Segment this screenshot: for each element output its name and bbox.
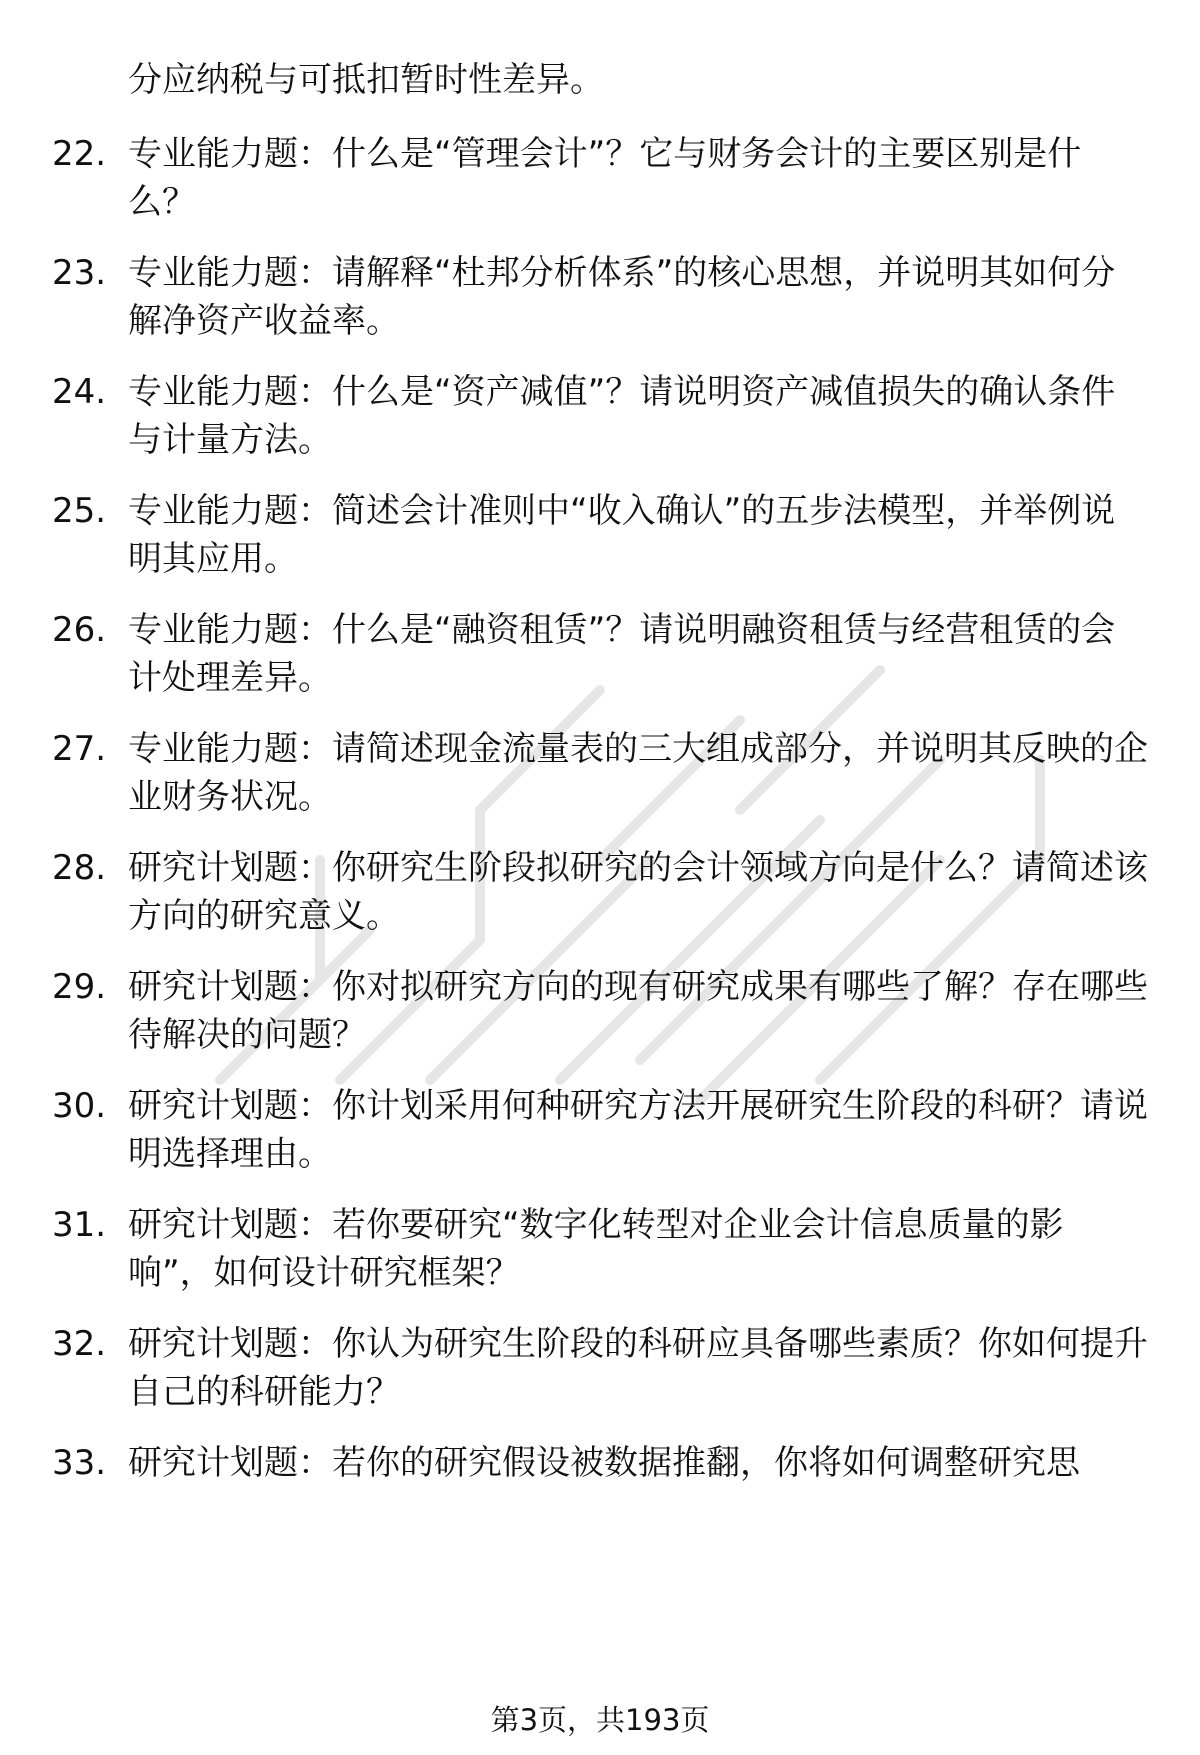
question-text: 专业能力题：什么是“融资租赁”？请说明融资租赁与经营租赁的会计处理差异。 xyxy=(128,610,1116,698)
question-number: 30. xyxy=(52,1086,107,1126)
question-item xyxy=(52,130,1148,226)
page-footer: 第3页，共193页 xyxy=(490,1703,710,1737)
question-number: 24. xyxy=(52,372,107,412)
question-number: 29. xyxy=(52,967,107,1007)
question-number: 31. xyxy=(52,1205,107,1245)
question-number: 27. xyxy=(52,729,107,769)
question-text: 研究计划题：你计划采用何种研究方法开展研究生阶段的科研？请说明选择理由。 xyxy=(128,1086,1148,1174)
question-text: 专业能力题：请简述现金流量表的三大组成部分，并说明其反映的企业财务状况。 xyxy=(128,729,1148,817)
question-text: 研究计划题：你认为研究生阶段的科研应具备哪些素质？你如何提升自己的科研能力？ xyxy=(128,1324,1148,1412)
question-number: 23. xyxy=(52,253,107,293)
question-item xyxy=(52,844,1148,940)
question-number: 26. xyxy=(52,610,107,650)
question-item xyxy=(52,1201,1148,1297)
question-text: 研究计划题：你对拟研究方向的现有研究成果有哪些了解？存在哪些待解决的问题？ xyxy=(128,967,1148,1055)
question-item xyxy=(52,725,1148,821)
question-text: 专业能力题：请解释“杜邦分析体系”的核心思想，并说明其如何分解净资产收益率。 xyxy=(128,253,1116,341)
question-number: 25. xyxy=(52,491,107,531)
question-number: 22. xyxy=(52,134,107,174)
question-text: 专业能力题：简述会计准则中“收入确认”的五步法模型，并举例说明其应用。 xyxy=(128,491,1116,579)
question-item xyxy=(52,963,1148,1059)
question-number: 32. xyxy=(52,1324,107,1364)
question-item xyxy=(52,606,1148,702)
question-item xyxy=(52,487,1148,583)
question-number: 33. xyxy=(52,1443,107,1483)
continuation-text: 分应纳税与可抵扣暂时性差异。 xyxy=(128,60,604,100)
question-text: 研究计划题：若你的研究假设被数据推翻，你将如何调整研究思 xyxy=(128,1443,1080,1483)
question-text: 研究计划题：你研究生阶段拟研究的会计领域方向是什么？请简述该方向的研究意义。 xyxy=(128,848,1148,936)
question-item xyxy=(52,249,1148,345)
question-number: 28. xyxy=(52,848,107,888)
question-item xyxy=(52,368,1148,464)
question-item xyxy=(52,1439,1148,1487)
question-item xyxy=(52,1082,1148,1178)
question-item xyxy=(52,1320,1148,1416)
question-text: 专业能力题：什么是“资产减值”？请说明资产减值损失的确认条件与计量方法。 xyxy=(128,372,1116,460)
question-text: 研究计划题：若你要研究“数字化转型对企业会计信息质量的影响”，如何设计研究框架？ xyxy=(128,1205,1064,1293)
question-text: 专业能力题：什么是“管理会计”？它与财务会计的主要区别是什么？ xyxy=(128,134,1082,222)
